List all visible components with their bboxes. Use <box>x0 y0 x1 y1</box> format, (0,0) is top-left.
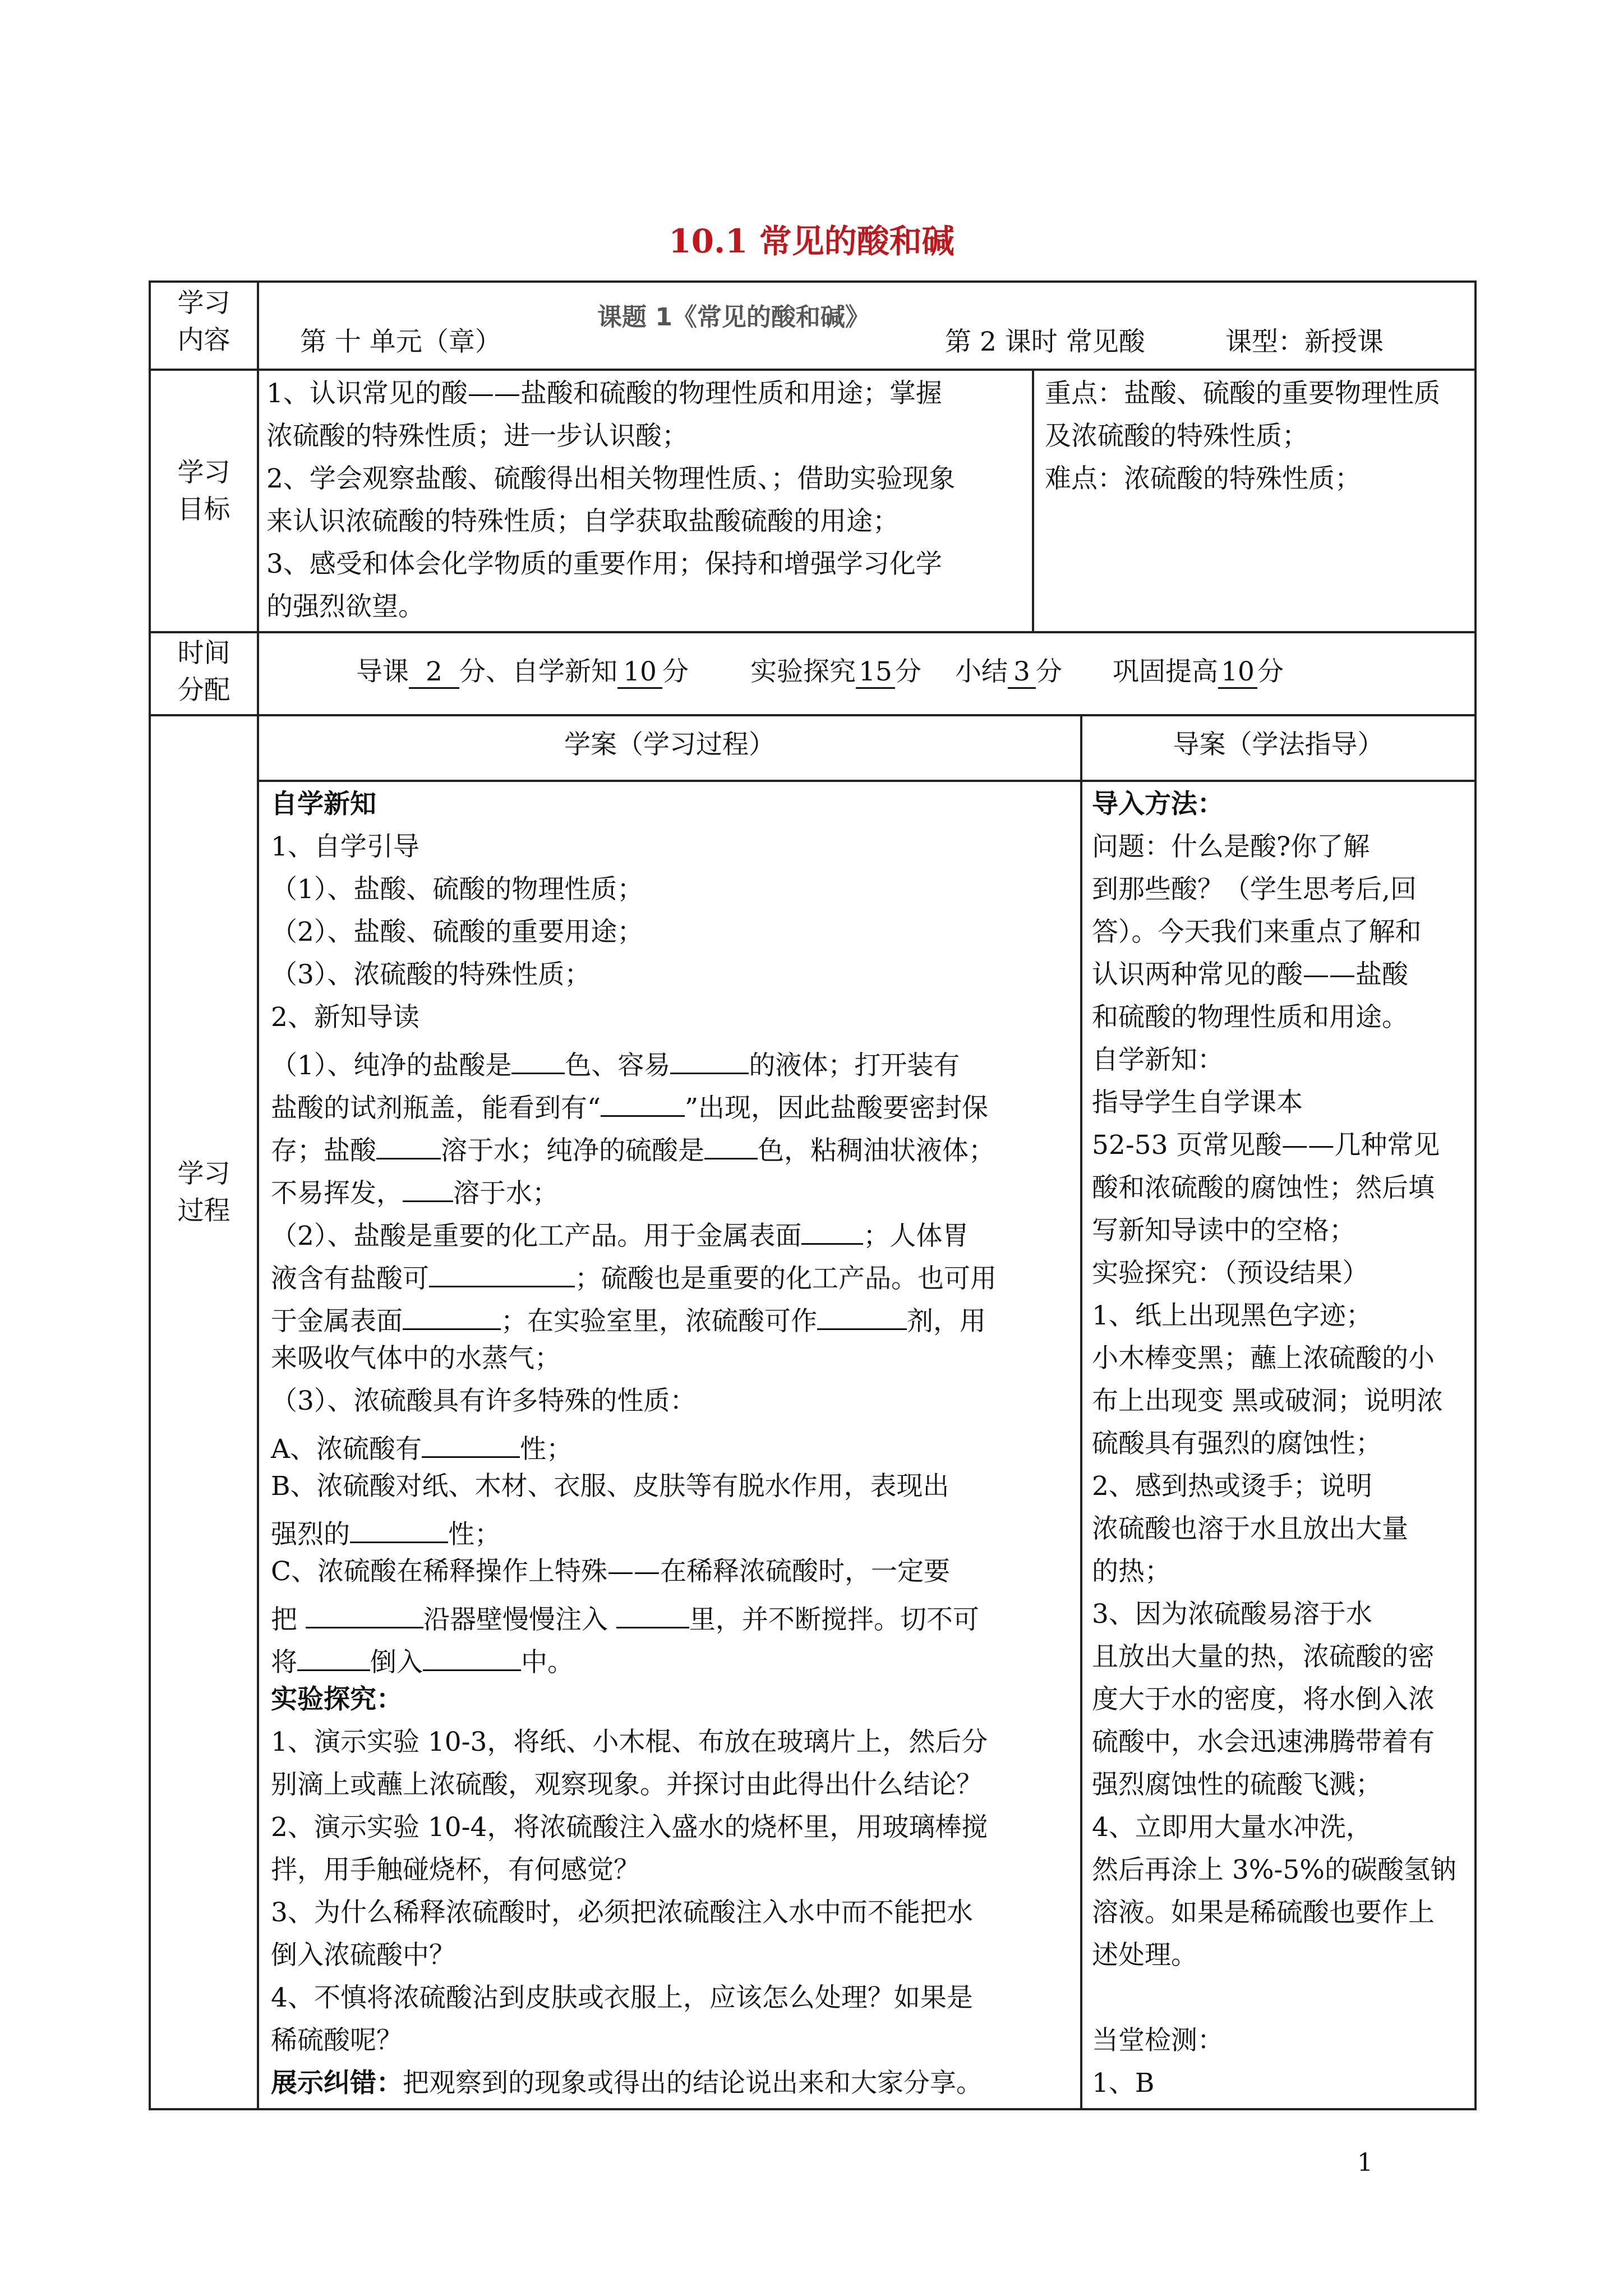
fill-blank <box>423 1636 521 1671</box>
guide-line: 溶液。如果是稀硫酸也要作上 <box>1092 1897 1435 1928</box>
row-label-process <box>151 1156 257 1234</box>
guide-line: 硫酸具有强烈的腐蚀性； <box>1092 1428 1382 1459</box>
time-unit: 分 <box>895 656 921 687</box>
text-line: 液含有盐酸可 ；硫酸也是重要的化工产品。也可用 <box>271 1252 1078 1295</box>
fill-blank <box>511 1039 565 1074</box>
text-line: 2、演示实验 10-4，将浓硫酸注入盛水的烧杯里，用玻璃棒搅 <box>271 1812 988 1843</box>
guide-line: 认识两种常见的酸——盐酸 <box>1092 959 1408 990</box>
guide-line: 硫酸中，水会迅速沸腾带着有 <box>1092 1727 1435 1757</box>
guide-line <box>1092 1977 1473 2019</box>
time-cons-label: 巩固提高 <box>1113 656 1218 687</box>
fill-blank <box>429 1252 575 1287</box>
text-line: 1、演示实验 10-3，将纸、小木棍、布放在玻璃片上，然后分 <box>271 1727 988 1757</box>
time-unit: 分、自学新知 <box>459 656 617 687</box>
fill-blank <box>601 1082 685 1117</box>
guide-line: 酸和浓硫酸的腐蚀性；然后填 <box>1092 1172 1435 1203</box>
focus-text <box>1045 372 1471 631</box>
column-header-right: 导案（学法指导） <box>1173 729 1384 760</box>
text-line: 倒入浓硫酸中？ <box>271 1940 455 1971</box>
label-line: 内容 <box>177 325 230 356</box>
guide-line: 写新知导读中的空格； <box>1092 1215 1355 1246</box>
column-divider <box>257 280 259 2110</box>
page-number: 1 <box>1357 2148 1373 2177</box>
guide-line: 实验探究：（预设结果） <box>1092 1258 1369 1289</box>
fill-blank <box>616 1593 689 1628</box>
guide-line: 浓硫酸也溶于水且放出大量 <box>1092 1513 1408 1544</box>
goals-text <box>266 372 1029 631</box>
teaching-guide-text <box>1092 783 1473 2107</box>
guide-line: 且放出大量的热，浓硫酸的密 <box>1092 1641 1435 1672</box>
text-line: 将 倒入 中。 <box>271 1636 1078 1678</box>
time-intro-value: 2 <box>409 654 459 689</box>
text-line: （1）、纯净的盐酸是 色、容易 的液体；打开装有 <box>271 1039 1078 1082</box>
page-title: 10.1 常见的酸和碱 <box>668 222 955 260</box>
time-sum-label: 小结 <box>955 656 1008 687</box>
focus-line: 及浓硫酸的特殊性质； <box>1045 421 1308 452</box>
fill-blank <box>670 1039 749 1074</box>
time-allocation <box>356 651 1472 701</box>
text-line: 别滴上或蘸上浓硫酸，观察现象。并探讨由此得出什么结论？ <box>271 1769 983 1800</box>
row-label-time <box>151 635 257 714</box>
table-border-right <box>1474 280 1477 2110</box>
guide-line: 指导学生自学课本 <box>1092 1087 1303 1118</box>
section-heading: 导入方法： <box>1092 789 1224 820</box>
section-heading: 自学新知 <box>271 789 376 820</box>
row-divider <box>257 780 1477 782</box>
time-sum-value: 3 <box>1008 654 1036 689</box>
time-cons-value: 10 <box>1218 654 1257 689</box>
guide-line: 52-53 页常见酸——几种常见 <box>1092 1130 1440 1161</box>
text-line: 1、自学引导 <box>271 831 419 862</box>
text-line: 2、新知导读 <box>271 1002 419 1033</box>
fill-blank <box>817 1295 907 1330</box>
time-self-value: 10 <box>617 654 662 689</box>
label-line: 分配 <box>177 675 230 706</box>
text-line: A、浓硫酸有 性； <box>271 1423 1078 1465</box>
focus-line: 重点：盐酸、硫酸的重要物理性质 <box>1045 378 1440 409</box>
lesson-type-label: 课型：新授课 <box>1225 326 1384 357</box>
text-line: （2）、盐酸是重要的化工产品。用于金属表面 ；人体胃 <box>271 1209 1078 1252</box>
goal-line: 浓硫酸的特殊性质；进一步认识酸； <box>266 421 688 452</box>
fill-blank <box>376 1124 441 1159</box>
table-border-bottom <box>149 2108 1477 2110</box>
fill-blank <box>801 1209 863 1245</box>
guide-line: 布上出现变 黑或破洞；说明浓 <box>1092 1386 1443 1416</box>
text-line: （3）、浓硫酸具有许多特殊的性质： <box>271 1386 697 1416</box>
focus-line: 难点：浓硫酸的特殊性质； <box>1045 463 1361 494</box>
goal-line: 2、学会观察盐酸、硫酸得出相关物理性质、；借助实验现象 <box>266 463 956 494</box>
guide-line: 问题：什么是酸?你了解 <box>1092 831 1370 862</box>
text-line: 展示纠错：把观察到的现象或得出的结论说出来和大家分享。 <box>271 2068 983 2099</box>
guide-line: 1、B <box>1092 2068 1155 2099</box>
label-line: 学习 <box>177 288 230 319</box>
time-unit: 分 <box>1257 656 1284 687</box>
time-unit: 分 <box>1036 656 1062 687</box>
guide-line: 述处理。 <box>1092 1940 1197 1971</box>
table-border-top <box>149 280 1477 283</box>
row-label-goals <box>151 454 257 533</box>
label-line: 过程 <box>177 1195 230 1226</box>
guide-line: 度大于水的密度，将水倒入浓 <box>1092 1684 1435 1715</box>
text-line: 拌，用手触碰烧杯，有何感觉？ <box>271 1855 640 1885</box>
label-line: 时间 <box>177 638 230 669</box>
row-divider <box>149 631 1477 633</box>
text-line: 把 沿器壁慢慢注入 里，并不断搅拌。切不可 <box>271 1593 1078 1636</box>
guide-line: 自学新知： <box>1092 1045 1224 1075</box>
fill-blank <box>306 1593 423 1628</box>
text-line: B、浓硫酸对纸、木材、衣服、皮肤等有脱水作用，表现出 <box>271 1471 949 1502</box>
text-line: 于金属表面 ；在实验室里，浓硫酸可作 剂，用 <box>271 1295 1078 1337</box>
guide-line: 当堂检测： <box>1092 2025 1224 2056</box>
guide-line: 小木棒变黑；蘸上浓硫酸的小 <box>1092 1343 1435 1374</box>
fill-blank <box>422 1423 520 1458</box>
unit-label: 第 十 单元（章） <box>300 326 501 357</box>
guide-line: 然后再涂上 3%-5%的碳酸氢钠 <box>1092 1855 1456 1885</box>
text-line: 4、不慎将浓硫酸沾到皮肤或衣服上，应该怎么处理？如果是 <box>271 1982 973 2013</box>
study-process-text <box>271 783 1078 2107</box>
row-divider <box>149 714 1477 716</box>
text-line: （3）、浓硫酸的特殊性质； <box>271 959 591 990</box>
section-heading: 展示纠错： <box>271 2068 403 2099</box>
label-line: 学习 <box>177 1158 230 1189</box>
label-line: 目标 <box>177 494 230 525</box>
text-line: （2）、盐酸、硫酸的重要用途； <box>271 917 644 947</box>
text-line: 盐酸的试剂瓶盖，能看到有“ ”出现，因此盐酸要密封保 <box>271 1082 1078 1124</box>
guide-line: 强烈腐蚀性的硫酸飞溅； <box>1092 1769 1382 1800</box>
column-divider <box>1080 714 1082 2108</box>
goal-line: 来认识浓硫酸的特殊性质；自学获取盐酸硫酸的用途； <box>266 506 899 537</box>
fill-blank <box>403 1295 501 1330</box>
text-line: （1）、盐酸、硫酸的物理性质； <box>271 874 644 905</box>
text-line: 稀硫酸呢？ <box>271 2025 403 2056</box>
fill-blank <box>704 1124 758 1159</box>
goal-line: 1、认识常见的酸——盐酸和硫酸的物理性质和用途；掌握 <box>266 378 942 409</box>
time-intro-label: 导课 <box>356 656 409 687</box>
guide-line: 3、因为浓硫酸易溶于水 <box>1092 1599 1372 1630</box>
column-divider <box>1032 369 1034 631</box>
time-unit: 分 <box>662 656 689 687</box>
guide-line: 答）。今天我们来重点了解和 <box>1092 917 1422 947</box>
time-exp-label: 实验探究 <box>750 656 856 687</box>
goal-line: 3、感受和体会化学物质的重要作用；保持和增强学习化学 <box>266 549 942 579</box>
fill-blank <box>350 1508 448 1543</box>
guide-line: 1、纸上出现黑色字迹； <box>1092 1300 1372 1331</box>
topic-label: 课题 1《常见的酸和碱》 <box>597 303 870 332</box>
text-line: 不易挥发， 溶于水； <box>271 1167 1078 1209</box>
text-line: 存；盐酸 溶于水；纯净的硫酸是 色，粘稠油状液体； <box>271 1124 1078 1167</box>
fill-blank <box>403 1167 453 1202</box>
section-heading: 实验探究： <box>271 1684 403 1715</box>
time-exp-value: 15 <box>856 654 895 689</box>
goal-line: 的强烈欲望。 <box>266 591 425 622</box>
period-label: 第 2 课时 常见酸 <box>945 326 1145 357</box>
guide-line: 和硫酸的物理性质和用途。 <box>1092 1002 1408 1033</box>
fill-blank <box>297 1636 370 1671</box>
text-line: C、浓硫酸在稀释操作上特殊——在稀释浓硫酸时，一定要 <box>271 1556 950 1587</box>
row-label-content <box>151 285 257 369</box>
column-header-left: 学案（学习过程） <box>564 729 775 760</box>
guide-line: 的热； <box>1092 1556 1171 1587</box>
text-line: 强烈的 性； <box>271 1508 1078 1550</box>
text-line: 3、为什么稀释浓硫酸时，必须把浓硫酸注入水中而不能把水 <box>271 1897 973 1928</box>
guide-line: 2、感到热或烫手；说明 <box>1092 1471 1372 1502</box>
guide-line: 到那些酸？（学生思考后,回 <box>1092 874 1417 905</box>
lesson-table <box>149 280 1477 2110</box>
text-line: 来吸收气体中的水蒸气； <box>271 1343 561 1374</box>
row-divider <box>149 369 1477 371</box>
label-line: 学习 <box>177 457 230 488</box>
guide-line: 4、立即用大量水冲洗， <box>1092 1812 1372 1843</box>
